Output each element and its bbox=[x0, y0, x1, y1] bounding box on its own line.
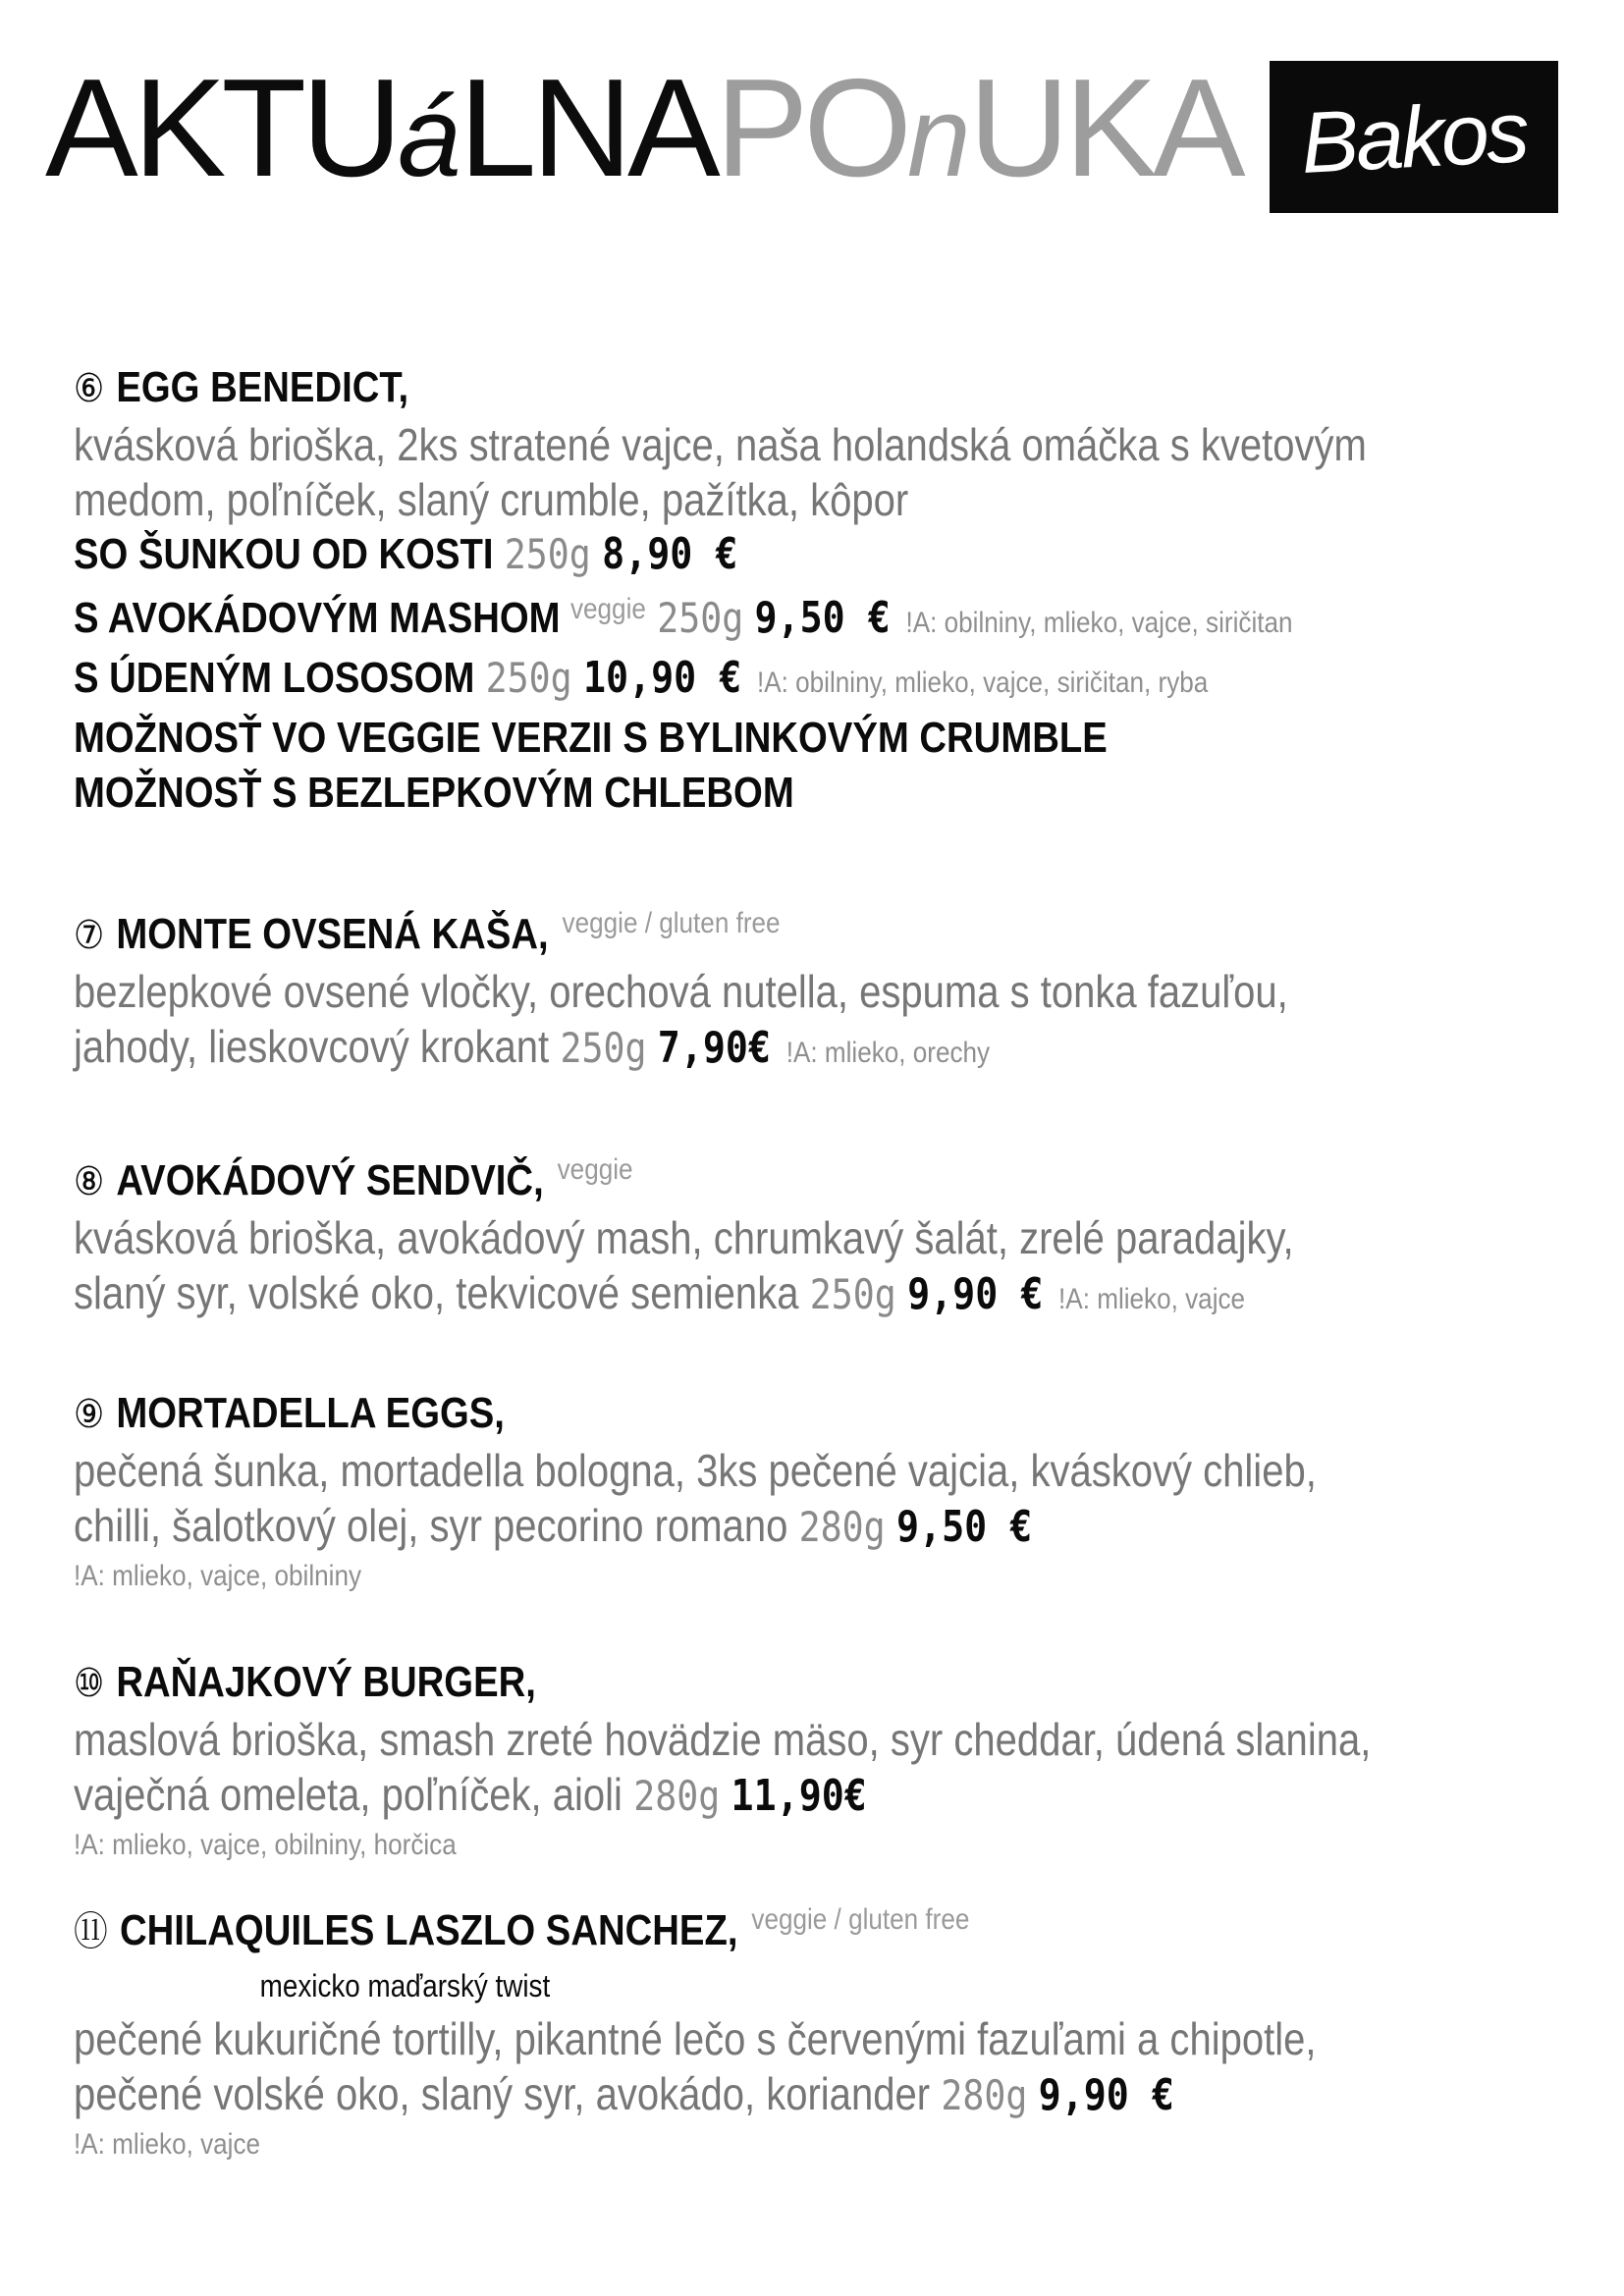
portion-weight: 250g bbox=[657, 594, 744, 642]
item-price: 9,50 € bbox=[754, 593, 891, 643]
bakos-logo bbox=[1270, 61, 1558, 213]
variant-label: S AVOKÁDOVÝM MASHOM bbox=[74, 594, 561, 642]
item-name: EGG BENEDICT, bbox=[116, 363, 409, 411]
item-number: ⑥ bbox=[74, 366, 105, 411]
menu-item-ranajkovy-burger bbox=[74, 1654, 1624, 1867]
item-variant-row bbox=[74, 651, 1624, 711]
allergen-line: !A: mlieko, vajce bbox=[74, 2128, 261, 2161]
variant-label: MOŽNOSŤ VO VEGGIE VERZII S BYLINKOVÝM CRUMBLE bbox=[74, 714, 1108, 762]
item-subtitle: mexicko maďarský twist bbox=[259, 1968, 551, 2003]
item-price-line bbox=[74, 1265, 1624, 1327]
menu-item-header bbox=[74, 359, 1624, 417]
menu-item-monte-ovsena-kasa bbox=[74, 895, 1624, 1081]
item-description-line: medom, poľníček, slaný crumble, pažítka, kôpor bbox=[74, 474, 909, 525]
item-name: AVOKÁDOVÝ SENDVIČ, bbox=[116, 1156, 544, 1204]
description-text: chilli, šalotkový olej, syr pecorino romano bbox=[74, 1500, 788, 1551]
title-gray-post: UKA bbox=[968, 50, 1241, 206]
portion-weight: 280g bbox=[798, 1503, 886, 1551]
allergen-info: !A: obilniny, mlieko, vajce, siričitan bbox=[905, 607, 1293, 639]
item-number: ⑩ bbox=[74, 1661, 105, 1706]
description-text: jahody, lieskovcový krokant bbox=[74, 1021, 550, 1072]
portion-weight: 250g bbox=[809, 1270, 896, 1318]
menu-item-avokadovy-sendvic bbox=[74, 1142, 1624, 1327]
title-script-a: á bbox=[397, 73, 460, 200]
title-script-n: n bbox=[906, 73, 969, 200]
menu-item-mortadella-eggs bbox=[74, 1385, 1624, 1598]
item-price-line bbox=[74, 1767, 1624, 1824]
menu-item-header bbox=[74, 1385, 1624, 1443]
item-description-line: maslová brioška, smash zreté hovädzie mäso, syr cheddar, údená slanina, bbox=[74, 1714, 1372, 1765]
allergen-info: !A: mlieko, orechy bbox=[785, 1037, 991, 1069]
item-price: 10,90 € bbox=[582, 653, 742, 703]
item-name: CHILAQUILES LASZLO SANCHEZ, bbox=[119, 1906, 738, 1954]
item-description-line: kvásková brioška, 2ks stratené vajce, naša holandská omáčka s kvetovým bbox=[74, 419, 1367, 470]
item-price-line bbox=[74, 1019, 1624, 1081]
item-number: ⑪ bbox=[74, 1909, 108, 1954]
menu-item-header bbox=[74, 1654, 1624, 1712]
variant-label: S ÚDENÝM LOSOSOM bbox=[74, 654, 475, 702]
item-price-line bbox=[74, 2066, 1624, 2123]
item-variant-row bbox=[74, 582, 1624, 651]
title-black-pre: AKTU bbox=[45, 50, 398, 206]
item-diet-tag: veggie / gluten free bbox=[562, 907, 781, 939]
allergen-info: !A: mlieko, vajce bbox=[1058, 1283, 1246, 1315]
menu-item-egg-benedict bbox=[74, 359, 1624, 821]
item-description-line: pečené kukuričné tortilly, pikantné lečo s červenými fazuľami a chipotle, bbox=[74, 2013, 1317, 2064]
menu-item-header bbox=[74, 895, 1624, 964]
portion-weight: 280g bbox=[941, 2071, 1028, 2119]
description-text: slaný syr, volské oko, tekvicové semienka bbox=[74, 1267, 799, 1318]
title-black-post: LNA bbox=[459, 50, 716, 206]
item-price: 9,90 € bbox=[1038, 2070, 1174, 2120]
item-name: RAŇAJKOVÝ BURGER, bbox=[116, 1658, 536, 1706]
allergen-line: !A: mlieko, vajce, obilniny bbox=[74, 1560, 362, 1592]
variant-label: MOŽNOSŤ S BEZLEPKOVÝM CHLEBOM bbox=[74, 769, 794, 817]
menu-content bbox=[74, 359, 1624, 2166]
item-variant-row bbox=[74, 527, 1624, 582]
allergen-info: !A: obilniny, mlieko, vajce, siričitan, ryba bbox=[756, 667, 1209, 699]
item-price-line bbox=[74, 1498, 1624, 1555]
portion-weight: 250g bbox=[485, 654, 572, 702]
item-description-line: bezlepkové ovsené vločky, orechová nutella, espuma s tonka fazuľou, bbox=[74, 966, 1288, 1017]
item-variant-row bbox=[74, 766, 1624, 821]
item-description-line: kvásková brioška, avokádový mash, chrumkavý šalát, zrelé paradajky, bbox=[74, 1212, 1294, 1263]
portion-weight: 250g bbox=[560, 1024, 647, 1072]
description-text: vaječná omeleta, poľníček, aioli bbox=[74, 1769, 623, 1820]
item-description-line: pečená šunka, mortadella bologna, 3ks pečené vajcia, kváskový chlieb, bbox=[74, 1445, 1317, 1496]
item-name: MONTE OVSENÁ KAŠA, bbox=[116, 910, 549, 958]
item-number: ⑦ bbox=[74, 913, 105, 958]
allergen-line: !A: mlieko, vajce, obilniny, horčica bbox=[74, 1829, 457, 1861]
bakos-logo-text: Bakos bbox=[1298, 81, 1530, 191]
description-text: pečené volské oko, slaný syr, avokádo, koriander bbox=[74, 2068, 931, 2119]
item-price: 8,90 € bbox=[602, 529, 738, 579]
item-variant-row bbox=[74, 711, 1624, 766]
page-title bbox=[45, 50, 1241, 210]
menu-item-header bbox=[74, 1142, 1624, 1210]
item-number: ⑧ bbox=[74, 1159, 105, 1204]
portion-weight: 280g bbox=[633, 1772, 721, 1820]
variant-label: SO ŠUNKOU OD KOSTI bbox=[74, 530, 494, 578]
item-price: 9,50 € bbox=[895, 1502, 1033, 1552]
item-number: ⑨ bbox=[74, 1392, 105, 1437]
item-diet-tag: veggie / gluten free bbox=[751, 1903, 970, 1936]
item-name: MORTADELLA EGGS, bbox=[116, 1389, 505, 1437]
item-diet-tag: veggie bbox=[557, 1153, 633, 1186]
variant-diet-tag: veggie bbox=[569, 593, 646, 625]
item-price: 11,90€ bbox=[731, 1771, 867, 1821]
menu-item-header bbox=[74, 1892, 1624, 1960]
item-price: 9,90 € bbox=[907, 1269, 1044, 1319]
portion-weight: 250g bbox=[504, 530, 591, 578]
title-gray-pre: PO bbox=[715, 50, 907, 206]
menu-item-chilaquiles bbox=[74, 1892, 1624, 2166]
item-price: 7,90€ bbox=[657, 1023, 772, 1073]
